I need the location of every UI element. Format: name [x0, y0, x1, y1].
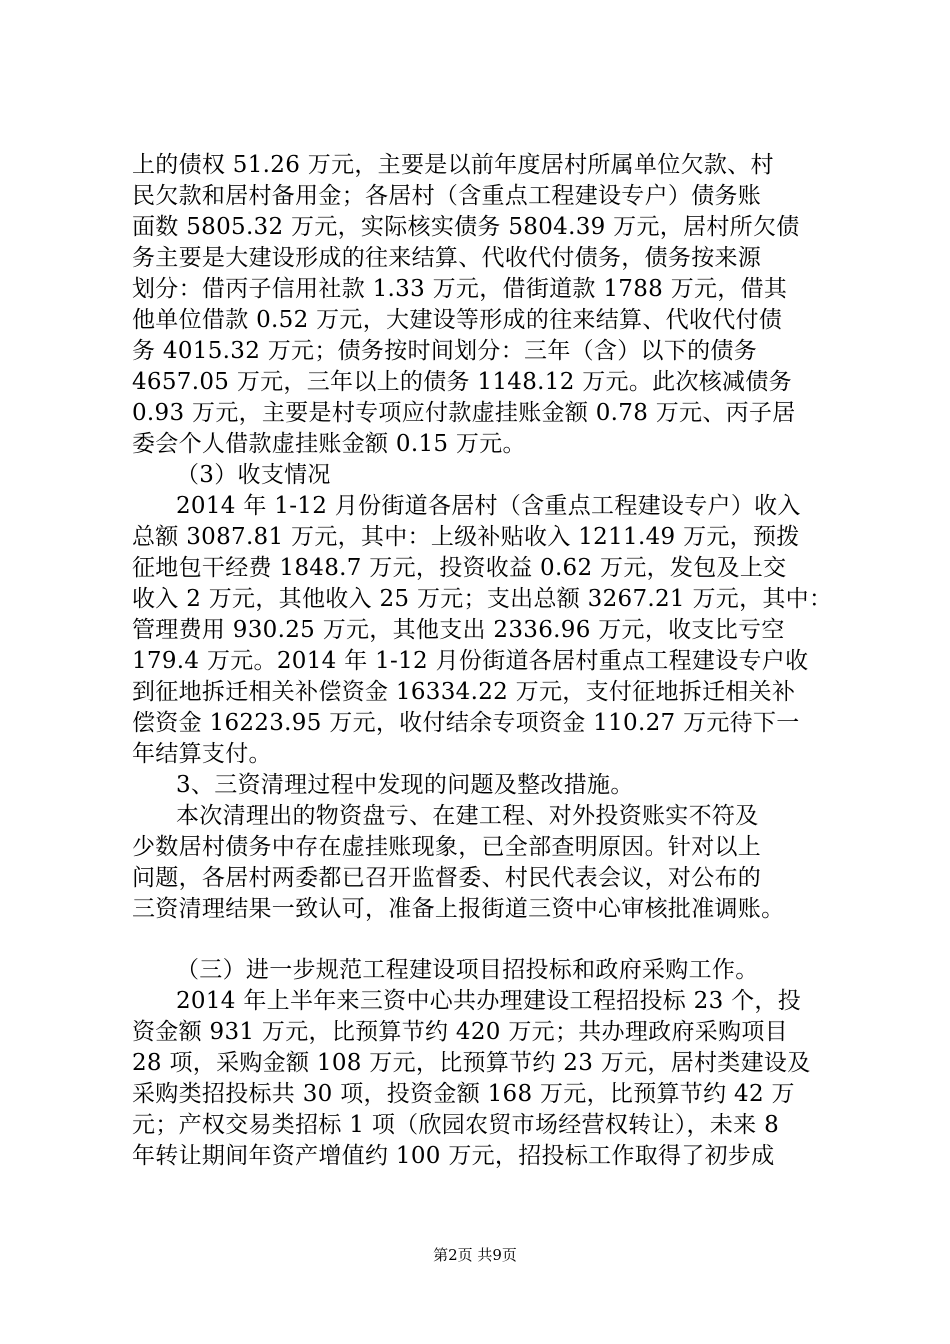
text-line: 179.4 万元。2014 年 1-12 月份街道各居村重点工程建设专户收 — [132, 648, 809, 674]
text-line: 少数居村债务中存在虚挂账现象，已全部查明原因。针对以上 — [132, 834, 762, 860]
text-line: 上的债权 51.26 万元，主要是以前年度居村所属单位欠款、村 — [132, 152, 774, 178]
section-heading: （3）收支情况 — [176, 462, 331, 488]
text-line: 年结算支付。 — [132, 741, 272, 767]
section-heading: 3、三资清理过程中发现的问题及整改措施。 — [176, 772, 634, 798]
text-line: 0.93 万元，主要是村专项应付款虚挂账金额 0.78 万元、丙子居 — [132, 400, 796, 426]
text-line: 资金额 931 万元，比预算节约 420 万元；共办理政府采购项目 — [132, 1019, 788, 1045]
paragraph-gap — [132, 925, 832, 955]
text-line: 偿资金 16223.95 万元，收付结余专项资金 110.27 万元待下一 — [132, 710, 800, 736]
body-text — [132, 150, 832, 1172]
text-line: 务 4015.32 万元；债务按时间划分：三年（含）以下的债务 — [132, 338, 758, 364]
text-line: 总额 3087.81 万元，其中：上级补贴收入 1211.49 万元，预拨 — [132, 524, 800, 550]
text-line: 委会个人借款虚挂账金额 0.15 万元。 — [132, 431, 526, 457]
text-line: 务主要是大建设形成的往来结算、代收代付债务，债务按来源 — [132, 245, 762, 271]
text-line: 年转让期间年资产增值约 100 万元，招投标工作取得了初步成 — [132, 1143, 775, 1169]
text-line: 面数 5805.32 万元，实际核实债务 5804.39 万元，居村所欠债 — [132, 214, 800, 240]
text-line: 管理费用 930.25 万元，其他支出 2336.96 万元，收支比亏空 — [132, 617, 785, 643]
text-line: 民欠款和居村备用金；各居村（含重点工程建设专户）债务账 — [132, 183, 762, 209]
text-line: 元；产权交易类招标 1 项（欣园农贸市场经营权转让），未来 8 — [132, 1112, 779, 1138]
paragraph-first-line: 本次清理出的物资盘亏、在建工程、对外投资账实不符及 — [176, 803, 759, 829]
text-line: 三资清理结果一致认可，准备上报街道三资中心审核批准调账。 — [132, 896, 785, 922]
page-footer: 第2页 共9页 — [433, 1246, 517, 1264]
text-line: 4657.05 万元，三年以上的债务 1148.12 万元。此次核减债务 — [132, 369, 792, 395]
paragraph-first-line: 2014 年 1-12 月份街道各居村（含重点工程建设专户）收入 — [176, 493, 801, 519]
text-line: 他单位借款 0.52 万元，大建设等形成的往来结算、代收代付债 — [132, 307, 783, 333]
text-line: 28 项，采购金额 108 万元，比预算节约 23 万元，居村类建设及 — [132, 1050, 811, 1076]
text-line: 问题，各居村两委都已召开监督委、村民代表会议，对公布的 — [132, 865, 762, 891]
paragraph-first-line: 2014 年上半年来三资中心共办理建设工程招投标 23 个，投 — [176, 988, 802, 1014]
text-line: 收入 2 万元，其他收入 25 万元；支出总额 3267.21 万元，其中： — [132, 586, 833, 612]
section-heading: （三）进一步规范工程建设项目招投标和政府采购工作。 — [176, 957, 759, 983]
text-line: 划分：借丙子信用社款 1.33 万元，借街道款 1788 万元，借其 — [132, 276, 788, 302]
text-line: 采购类招投标共 30 项，投资金额 168 万元，比预算节约 42 万 — [132, 1081, 795, 1107]
text-line: 征地包干经费 1848.7 万元，投资收益 0.62 万元，发包及上交 — [132, 555, 787, 581]
text-line: 到征地拆迁相关补偿资金 16334.22 万元，支付征地拆迁相关补 — [132, 679, 796, 705]
